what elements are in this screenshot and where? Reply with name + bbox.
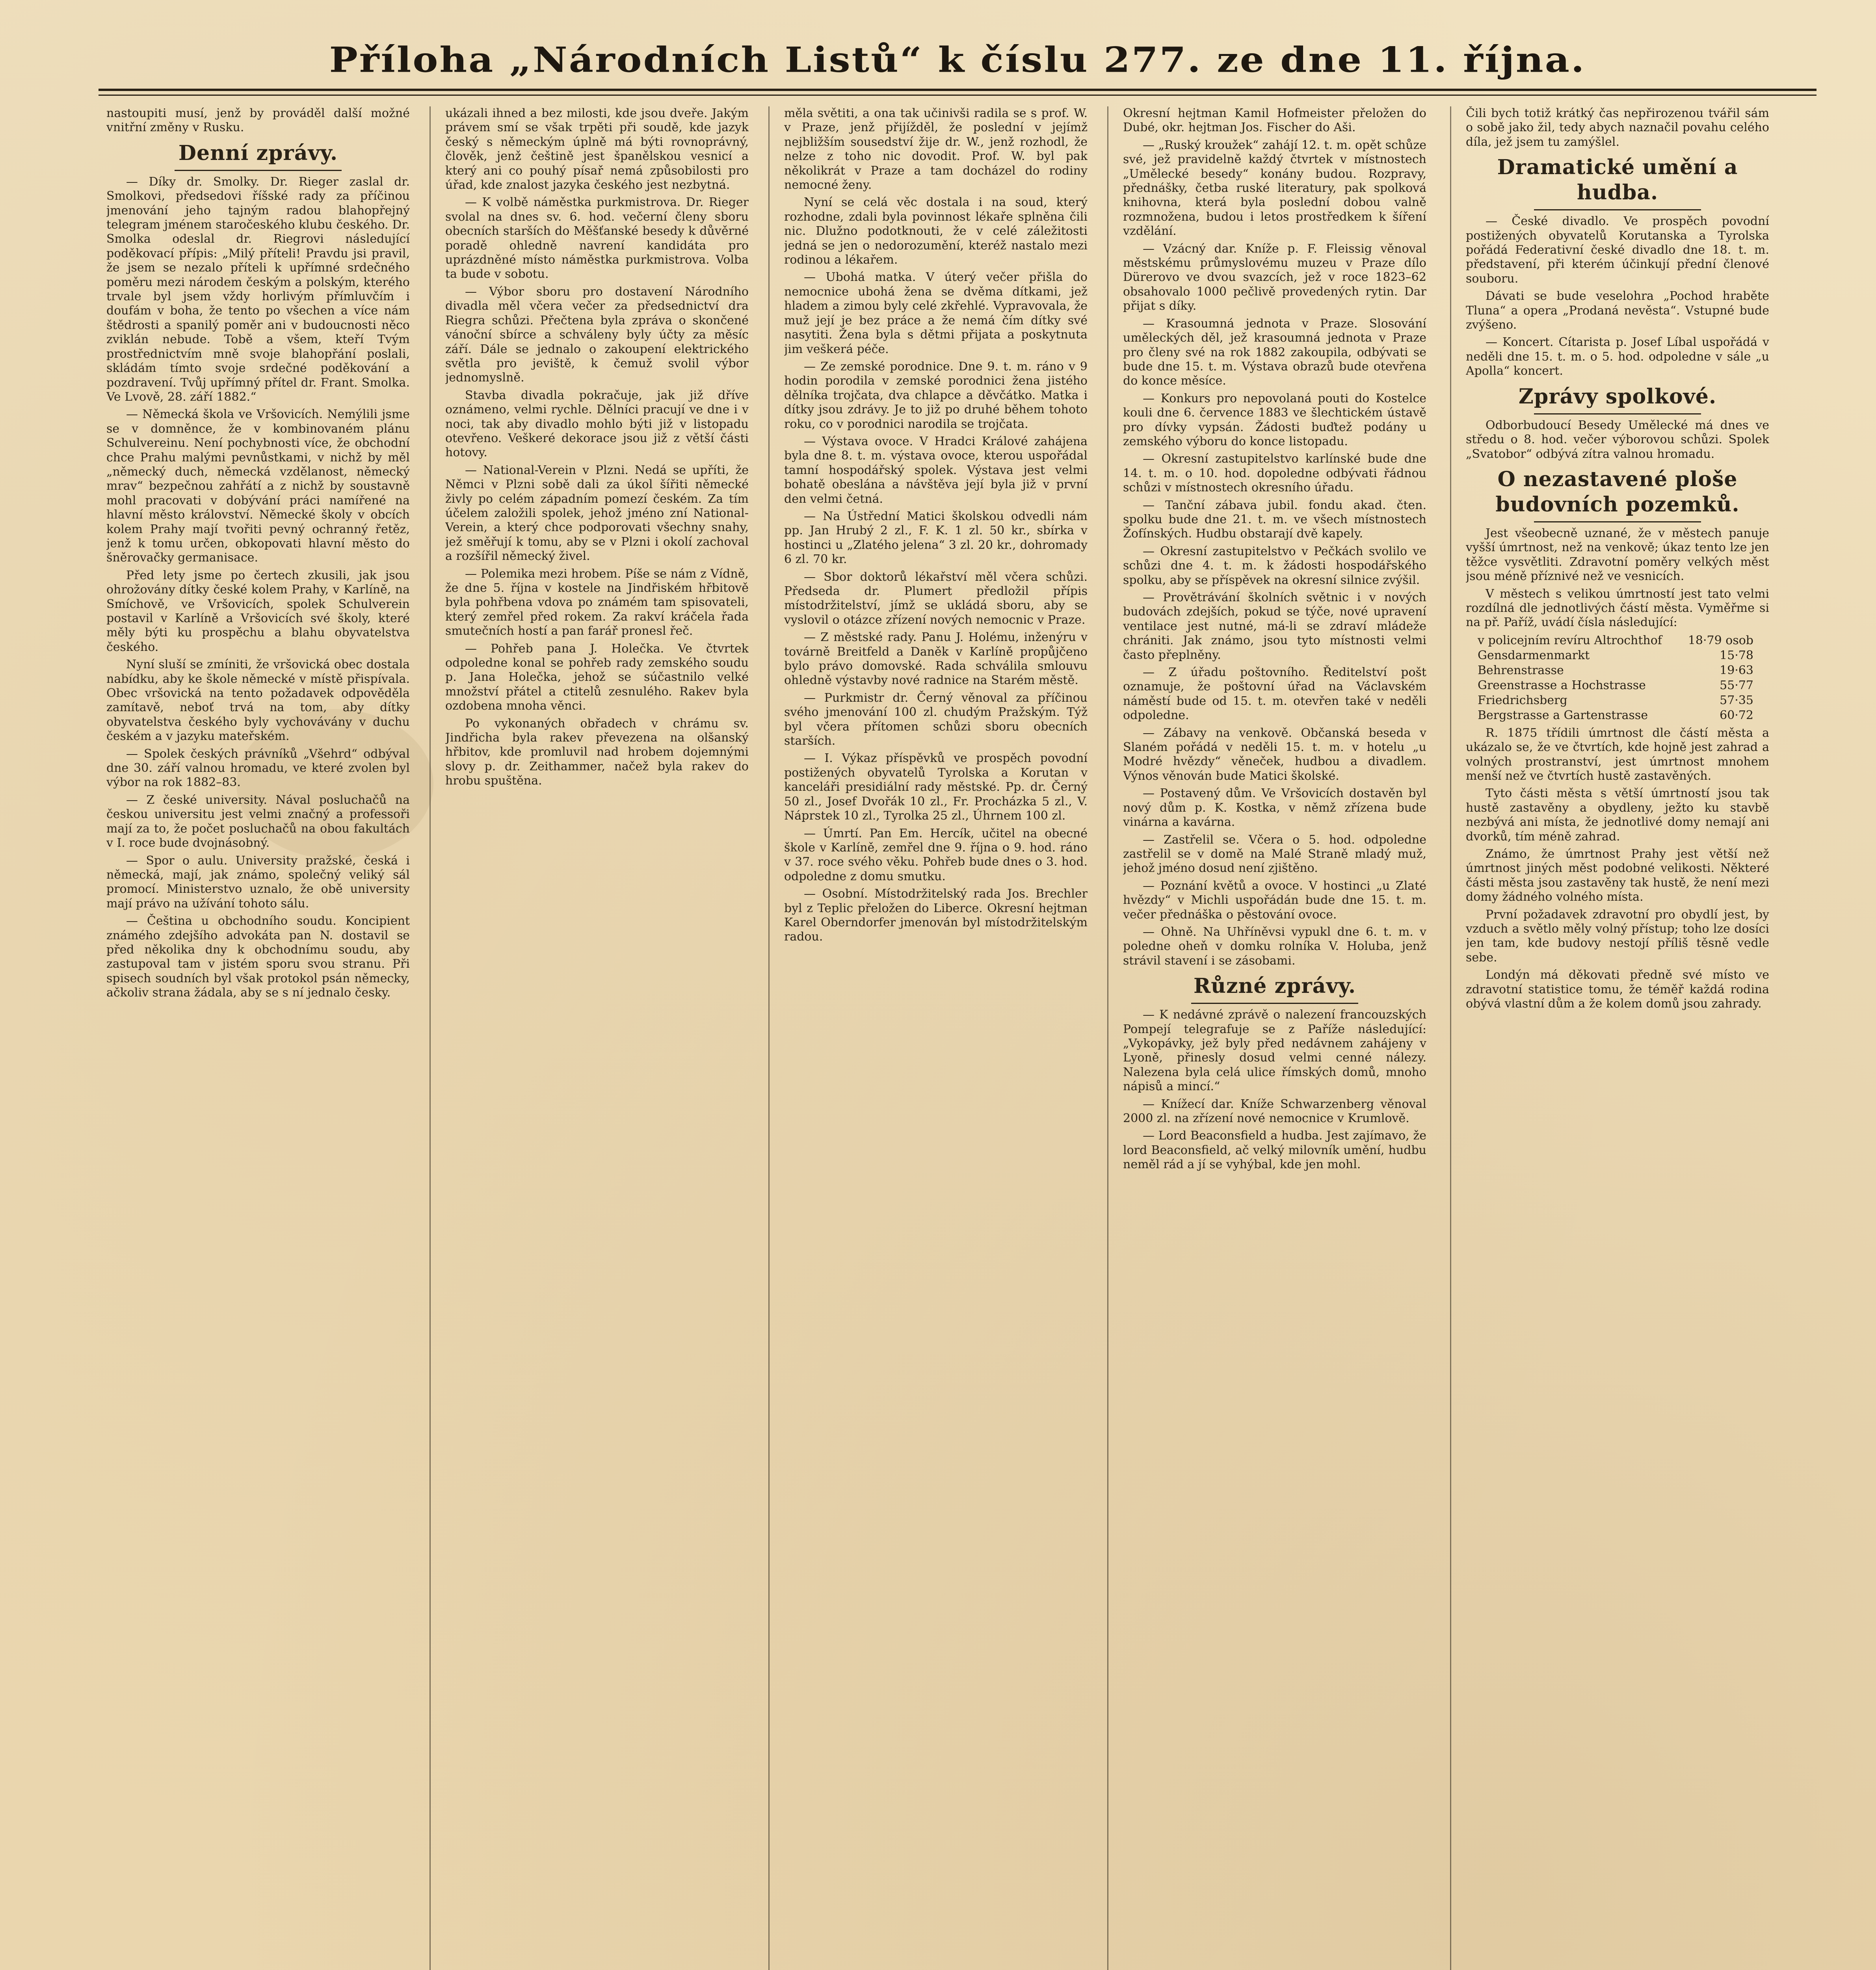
article-paragraph: měla světiti, a ona tak učinivši radila se s prof. W. v Praze, jenž přijížděl, že poslední v jejímž nejbližším sousedství žije dr. W., jenž rozhodl, že nelze z toho nic dovodit. Prof. W. byl pak několikrát v Praze a tam docházel do rodiny nemocné ženy. bbox=[784, 106, 1088, 192]
article-paragraph: — Spolek českých právníků „Všehrd“ odbýval dne 30. září valnou hromadu, ve které zvolen byl výbor na rok 1882–83. bbox=[106, 747, 410, 790]
table-row bbox=[1478, 633, 1769, 648]
article-paragraph: Okresní hejtman Kamil Hofmeister přeložen do Dubé, okr. hejtman Jos. Fischer do Aši. bbox=[1123, 106, 1426, 135]
section-rule bbox=[175, 170, 342, 171]
article-paragraph: — Čeština u obchodního soudu. Koncipient známého zdejšího advokáta pan N. dostavil se před několika dny k obchodnímu soudu, aby zastupoval tam v jistém sporu svou stranu. Při spisech soudních byl však protokol psán německy, ačkoliv strana žádala, aby se s ní jednalo česky. bbox=[106, 914, 410, 1000]
section-rule bbox=[1191, 1003, 1358, 1004]
section-rule bbox=[1534, 209, 1701, 210]
table-row-label: Friedrichsberg bbox=[1478, 693, 1567, 707]
article-paragraph: ukázali ihned a bez milosti, kde jsou dveře. Jakým právem smí se však trpěti při soudě, kde jazyk český s německým úplně má býti rovnoprávný, člověk, jenž češtině jest španělskou vesnicí a který ani co pouhý písař nemá způsobilosti pro úřad, kde znalost jazyka českého jest nezbytná. bbox=[445, 106, 749, 192]
table-row-value: 55·77 bbox=[1720, 678, 1753, 692]
article-paragraph: — Ze zemské porodnice. Dne 9. t. m. ráno v 9 hodin porodila v zemské porodnici žena jistého dělníka trojčata, dva chlapce a děvčátko. Matka i dítky jsou zdrávy. Je to již po druhé během tohoto roku, co v porodnici narodila se trojčata. bbox=[784, 359, 1088, 431]
article-paragraph: — K nedávné zprávě o nalezení francouzských Pompejí telegrafuje se z Paříže následující: „Vykopávky, jež byly před nedávnem zahájeny v Lyoně, přinesly dosud velmi cenné nálezy. Nalezena byla celá ulice římských domů, mnoho nápisů a mincí.“ bbox=[1123, 1008, 1426, 1094]
article-paragraph: R. 1875 třídili úmrtnost dle částí města a ukázalo se, že ve čtvrtích, kde hojně jest zahrad a volných prostranství, jest úmrtnost mnohem menší než ve čtvrtích hustě zastavěných. bbox=[1466, 726, 1769, 783]
masthead-rule bbox=[99, 89, 1817, 91]
table-row-label: Gensdarmenmarkt bbox=[1478, 648, 1590, 662]
table-row-value: 15·78 bbox=[1720, 648, 1753, 662]
article-paragraph: Po vykonaných obřadech v chrámu sv. Jindřicha byla rakev převezena na olšanský hřbitov, kde promluvil nad hrobem dojemnými slovy p. dr. Zeithammer, načež byla rakev do hrobu spuštěna. bbox=[445, 716, 749, 788]
article-paragraph: — České divadlo. Ve prospěch povodní postižených obyvatelů Korutanska a Tyrolska pořádá Federativní české divadlo dne 18. t. m. představení, při kterém účinkují přední členové souboru. bbox=[1466, 214, 1769, 286]
article-paragraph: — Osobní. Místodržitelský rada Jos. Brechler byl z Teplic přeložen do Liberce. Okresní hejtman Karel Oberndorfer jmenován byl místodržitelským radou. bbox=[784, 887, 1088, 944]
article-paragraph: — Zábavy na venkově. Občanská beseda v Slaném pořádá v neděli 15. t. m. v hotelu „u Modré hvězdy“ věneček, hudbou a divadlem. Výnos věnován bude Matici školské. bbox=[1123, 726, 1426, 783]
section-heading: Zprávy spolkové. bbox=[1518, 384, 1717, 409]
table-row-value: 60·72 bbox=[1720, 708, 1753, 722]
table-row-label: Greenstrasse a Hochstrasse bbox=[1478, 678, 1646, 692]
article-paragraph: — Okresní zastupitelstvo karlínské bude dne 14. t. m. o 10. hod. dopoledne odbývati řádnou schůzi v místnostech okresního úřadu. bbox=[1123, 452, 1426, 495]
article-paragraph: — Knížecí dar. Kníže Schwarzenberg věnoval 2000 zl. na zřízení nové nemocnice v Krumlově. bbox=[1123, 1097, 1426, 1125]
article-paragraph: — Krasoumná jednota v Praze. Slosování uměleckých děl, jež krasoumná jednota v Praze pro členy své na rok 1882 zakoupila, odbývati se bude dne 15. t. m. Výstava obrazů bude otevřena do konce měsíce. bbox=[1123, 316, 1426, 388]
article-paragraph: — Z městské rady. Panu J. Holému, inženýru v továrně Breitfeld a Daněk v Karlíně propůjčeno bylo právo domovské. Rada schválila smlouvu ohledně výstavby nové radnice na Starém městě. bbox=[784, 630, 1088, 688]
article-paragraph: Dávati se bude veselohra „Pochod hraběte Tluna“ a opera „Prodaná nevěsta“. Vstupné bude zvýšeno. bbox=[1466, 289, 1769, 332]
article-paragraph: — Na Ústřední Matici školskou odvedli nám pp. Jan Hrubý 2 zl., F. K. 1 zl. 50 kr., sbírka v hostinci u „Zlatého jelena“ 3 zl. 20 kr., dohromady 6 zl. 70 kr. bbox=[784, 509, 1088, 567]
article-paragraph: — Z české university. Nával posluchačů na českou universitu jest velmi značný a professoři mají za to, že počet posluchačů na obou fakultách v I. roce bude dvojnásobný. bbox=[106, 793, 410, 850]
table-row bbox=[1478, 678, 1769, 693]
article-paragraph: — Pohřeb pana J. Holečka. Ve čtvrtek odpoledne konal se pohřeb rady zemského soudu p. Jana Holečka, jehož se súčastnilo velké množství přátel a ctitelů zesnulého. Rakev byla ozdobena mnoha věnci. bbox=[445, 641, 749, 713]
table-row-label: v policejním revíru Altrochthof bbox=[1478, 633, 1662, 647]
column-divider bbox=[1107, 106, 1108, 1970]
article-paragraph: — „Ruský kroužek“ zahájí 12. t. m. opět schůze své, jež pravidelně každý čtvrtek v místnostech „Umělecké besedy“ konány budou. Rozpravy, přednášky, četba ruské literatury, pak spolková knihovna, která byla poslední dobou valně rozmnožena, budou i letos prostředkem k šíření vzdělání. bbox=[1123, 138, 1426, 238]
article-paragraph: — National-Verein v Plzni. Nedá se upříti, že Němci v Plzni sobě dali za úkol šířiti německé živly po celém západním pomezí českém. Za tím účelem založili spolek, jehož jméno zní National-Verein, a který chce podporovati všechny snahy, jež směřují k tomu, aby se v Plzni i okolí zachoval a rozšířil německý živel. bbox=[445, 463, 749, 563]
article-paragraph: Jest všeobecně uznané, že v městech panuje vyšší úmrtnost, než na venkově; úkaz tento lze jen těžce vysvětliti. Zdravotní poměry velkých měst jsou méně příznivé než ve vesnicích. bbox=[1466, 526, 1769, 584]
article-paragraph: Nyní se celá věc dostala i na soud, který rozhodne, zdali byla povinnost lékaře splněna čili nic. Dlužno podotknouti, že v celé záležitosti jedná se jen o nedorozumění, kteréž nastalo mezi rodinou a lékařem. bbox=[784, 195, 1088, 267]
article-paragraph: — Ohně. Na Uhříněvsi vypukl dne 6. t. m. v poledne oheň v domku rolníka V. Holuba, jenž strávil stavení i se zásobami. bbox=[1123, 925, 1426, 968]
masthead-rule-thin bbox=[99, 95, 1817, 96]
article-paragraph: — Okresní zastupitelstvo v Pečkách svolilo ve schůzi dne 4. t. m. k žádosti hospodářského spolku, aby se příspěvek na okresní silnice zvýšil. bbox=[1123, 544, 1426, 587]
article-paragraph: — Německá škola ve Vršovicích. Nemýlili jsme se v domněnce, že v kombinovaném plánu Schulvereinu. Není pochybnosti více, že obchodní chce Prahu malými pevnůstkami, v nichž by měl „německý duch, německá vzdělanost, německý mrav“ bezpečnou zahřátí a z nichž by soustavně mohl pracovati v dobývání práci namířené na hlavní město království. Německé školy v obcích kolem Prahy mají tvořiti pevný ochranný řetěz, jenž k tomu určen, obkopovati hlavní město do šněrovačky germanisace. bbox=[106, 407, 410, 565]
column-1 bbox=[106, 106, 410, 1970]
column-divider bbox=[768, 106, 770, 1970]
column-3 bbox=[784, 106, 1088, 1970]
table-row-value: 19·63 bbox=[1720, 663, 1753, 677]
article-paragraph: Tyto části města s větší úmrtností jsou tak hustě zastavěny a obydleny, ježto ku stavbě nezbývá ani místa, že jednotlivé domy nemají ani dvorků, tím méně zahrad. bbox=[1466, 786, 1769, 844]
article-paragraph: — Sbor doktorů lékařství měl včera schůzi. Předseda dr. Plumert předložil přípis místodržitelství, jímž se ukládá sboru, aby se vyslovil o otázce zřízení nových nemocnic v Praze. bbox=[784, 570, 1088, 627]
article-paragraph: Londýn má děkovati předně své místo ve zdravotní statistice tomu, že téměř každá rodina obývá vlastní dům a že kolem domů jsou zahrady. bbox=[1466, 968, 1769, 1011]
section-rule bbox=[1534, 521, 1701, 522]
article-paragraph: — Spor o aulu. University pražské, česká i německá, mají, jak známo, společný veliký sál promocí. Ministerstvo uznalo, že obě university mají právo na užívání tohoto sálu. bbox=[106, 853, 410, 911]
article-paragraph: Čili bych totiž krátký čas nepřirozenou tvářil sám o sobě jako žil, tedy abych naznačil povahu celého díla, jež jsem tu zamýšlel. bbox=[1466, 106, 1769, 149]
article-paragraph: — Úmrtí. Pan Em. Hercík, učitel na obecné škole v Karlíně, zemřel dne 9. října o 9. hod. ráno v 37. roce svého věku. Pohřeb bude dnes o 3. hod. odpoledne z domu smutku. bbox=[784, 826, 1088, 883]
column-4 bbox=[1123, 106, 1426, 1970]
article-paragraph: — Díky dr. Smolky. Dr. Rieger zaslal dr. Smolkovi, předsedovi říšské rady za příčinou jmenování jeho tajným radou blahopřejný telegram jménem staročeského klubu českého. Dr. Smolka odeslal dr. Riegrovi následující poděkovací přípis: „Milý příteli! Pravdu jsi pravil, že jsem se nezalo příteli k upřímné srdečného poměru mezi národem českým a polským, kterého trvale byl jsem vždy horlivým přímluvčím i doufám v boha, že tento po všechen a více nám štědrosti a spanilý poměr ani v budoucnosti něco zviklán nebude. Tobě a všem, kteří Tvým prostřednictvím mně svoje blahopřání poslali, skládám tímto svoje srdečné poděkování a pozdravení. Tvůj upřímný přítel dr. Frant. Smolka. Ve Lvově, 28. září 1882.“ bbox=[106, 175, 410, 404]
article-paragraph: Stavba divadla pokračuje, jak již dříve oznámeno, velmi rychle. Dělníci pracují ve dne i v noci, tak aby divadlo mohlo býti již v listopadu otevřeno. Veškeré dekorace jsou již z větší části hotovy. bbox=[445, 388, 749, 460]
article-paragraph: Nyní sluší se zmíniti, že vršovická obec dostala nabídku, aby ke škole německé v místě přispívala. Obec vršovická na tento požadavek odpověděla zamítavě, neboť trvá na tom, aby dítky obyvatelstva českého byly vychovávány v duchu českém a v jazyku mateřském. bbox=[106, 658, 410, 743]
article-paragraph: První požadavek zdravotní pro obydlí jest, by vzduch a světlo měly volný přístup; toho lze dosíci jen tam, kde budovy nestojí příliš těsně vedle sebe. bbox=[1466, 907, 1769, 965]
article-paragraph: — Ubohá matka. V úterý večer přišla do nemocnice ubohá žena se dvěma dítkami, jež hladem a zimou byly celé zkřehlé. Vypravovala, že muž její je bez práce a že nemá čím dítky své nasytiti. Žena byla s dětmi přijata a poskytnuta jim veškerá péče. bbox=[784, 270, 1088, 356]
masthead bbox=[99, 37, 1817, 85]
article-paragraph: — Postavený dům. Ve Vršovicích dostavěn byl nový dům p. K. Kostka, v němž zřízena bude vinárna a kavárna. bbox=[1123, 786, 1426, 829]
column-2 bbox=[445, 106, 749, 1970]
table-row bbox=[1478, 693, 1769, 708]
section-heading: Dramatické umění a hudba. bbox=[1497, 155, 1738, 205]
table-row bbox=[1478, 708, 1769, 723]
article-paragraph: Odborbudoucí Besedy Umělecké má dnes ve středu o 8. hod. večer výborovou schůzi. Spolek „Svatobor“ odbývá zítra valnou hromadu. bbox=[1466, 418, 1769, 461]
article-paragraph: — I. Výkaz příspěvků ve prospěch povodní postižených obyvatelů Tyrolska a Korutan v kanceláři presidiální rady městské. Pp. dr. Černý 50 zl., Josef Dvořák 10 zl., Fr. Procházka 5 zl., V. Náprstek 10 zl., Tyrolka 25 zl., Úhrnem 100 zl. bbox=[784, 751, 1088, 823]
article-paragraph: — Polemika mezi hrobem. Píše se nám z Vídně, že dne 5. října v kostele na Jindřiském hřbitově byla pohřbena vdova po známém tam spisovateli, který zemřel před rokem. Za rakví kráčela řada smutečních hostí a pan farář pronesl řeč. bbox=[445, 567, 749, 638]
section-heading: Různé zprávy. bbox=[1193, 974, 1356, 998]
section-rule bbox=[1534, 413, 1701, 414]
table-row-label: Bergstrasse a Gartenstrasse bbox=[1478, 708, 1648, 722]
table-row-value: 57·35 bbox=[1720, 693, 1753, 707]
article-paragraph: Před lety jsme po čertech zkusili, jak jsou ohrožovány dítky české kolem Prahy, v Karlíně, na Smíchově, ve Vršovicích, spolek Schulverein postavil v Karlíně a Vršovicích své školy, které měly býti ku prospěchu a blahu obyvatelstva českého. bbox=[106, 568, 410, 654]
article-paragraph: — Provětrávání školních světnic i v nových budovách zdejších, pokud se týče, nové upravení ventilace jest nutné, má-li se zdraví mládeže chrániti. Jak známo, jsou tyto místnosti velmi často přeplněny. bbox=[1123, 591, 1426, 662]
article-paragraph: — Konkurs pro nepovolaná pouti do Kostelce kouli dne 6. července 1883 ve šlechtickém ústavě pro dívky vypsán. Žádosti buďtež podány u zemského výboru do konce listopadu. bbox=[1123, 391, 1426, 448]
article-paragraph: nastoupiti musí, jenž by prováděl další možné vnitřní změny v Rusku. bbox=[106, 106, 410, 135]
article-paragraph: — Vzácný dar. Kníže p. F. Fleissig věnoval městskému průmyslovému muzeu v Praze dílo Dürerovo ve dvou svazcích, jež v roce 1823–62 obsahovalo 1000 pečlivě provedených rytin. Dar přijat s díky. bbox=[1123, 242, 1426, 313]
table-row-value: 18·79 osob bbox=[1688, 633, 1753, 647]
article-paragraph: — Výbor sboru pro dostavení Národního divadla měl včera večer za předsednictví dra Riegra schůzi. Přečtena byla zpráva o skončené vánoční sbírce a schváleny byly účty za měsíc září. Dále se jednalo o zakoupení elektrického světla pro jeviště, k čemuž svolil výbor jednomyslně. bbox=[445, 284, 749, 385]
mortality-table bbox=[1478, 633, 1769, 723]
article-paragraph: — Lord Beaconsfield a hudba. Jest zajímavo, že lord Beaconsfield, ač velký milovník umění, hudbu neměl rád a jí se vyhýbal, kde jen mohl. bbox=[1123, 1129, 1426, 1172]
article-paragraph: — K volbě náměstka purkmistrova. Dr. Rieger svolal na dnes sv. 6. hod. večerní členy sboru obecních starších do Měšťanské besedy k důvěrné poradě ohledně navrení kandidáta pro uprázdněné místo náměstka purkmistrova. Volba ta bude v sobotu. bbox=[445, 195, 749, 281]
table-row bbox=[1478, 648, 1769, 663]
column-divider bbox=[429, 106, 431, 1970]
table-row-label: Behrenstrasse bbox=[1478, 663, 1564, 677]
article-paragraph: V městech s velikou úmrtností jest tato velmi rozdílná dle jednotlivých částí města. Vyměřme si na př. Paříž, uvádí čísla následující: bbox=[1466, 587, 1769, 630]
article-paragraph: — Koncert. Cítarista p. Josef Líbal uspořádá v neděli dne 15. t. m. o 5. hod. odpoledne v sále „u Apolla“ koncert. bbox=[1466, 335, 1769, 378]
masthead-title: Příloha „Národních Listů“ k číslu 277. ze dne 11. října. bbox=[329, 39, 1586, 80]
article-paragraph: — Poznání květů a ovoce. V hostinci „u Zlaté hvězdy“ v Michli uspořádán bude dne 15. t. m. večer přednáška o pěstování ovoce. bbox=[1123, 879, 1426, 922]
table-row bbox=[1478, 663, 1769, 678]
section-heading: O nezastavené ploše budovních pozemků. bbox=[1495, 467, 1740, 517]
article-paragraph: — Výstava ovoce. V Hradci Králové zahájena byla dne 8. t. m. výstava ovoce, kterou uspořádal tamní hospodářský spolek. Výstava jest velmi bohatě obeslána a návštěva její byla již v první den velmi četná. bbox=[784, 434, 1088, 506]
article-paragraph: — Tanční zábava jubil. fondu akad. čten. spolku bude dne 21. t. m. ve všech místnostech Žofínských. Hudbu obstarají dvě kapely. bbox=[1123, 498, 1426, 541]
column-5 bbox=[1466, 106, 1769, 1970]
column-divider bbox=[1450, 106, 1451, 1970]
article-paragraph: — Z úřadu poštovního. Ředitelství pošt oznamuje, že poštovní úřad na Václavském náměstí bude od 15. t. m. otevřen také v neděli odpoledne. bbox=[1123, 665, 1426, 723]
article-paragraph: — Zastřelil se. Včera o 5. hod. odpoledne zastřelil se v domě na Malé Straně mladý muž, jehož jméno dosud není zjištěno. bbox=[1123, 833, 1426, 875]
section-heading: Denní zprávy. bbox=[178, 141, 338, 165]
article-paragraph: — Purkmistr dr. Černý věnoval za příčinou svého jmenování 100 zl. chudým Pražským. Týž byl včera přítomen schůzi sboru obecních starších. bbox=[784, 691, 1088, 748]
article-paragraph: Známo, že úmrtnost Prahy jest větší než úmrtnost jiných měst podobné velikosti. Některé části města jsou zastavěny tak hustě, že není mezi domy žádného volného místa. bbox=[1466, 847, 1769, 904]
